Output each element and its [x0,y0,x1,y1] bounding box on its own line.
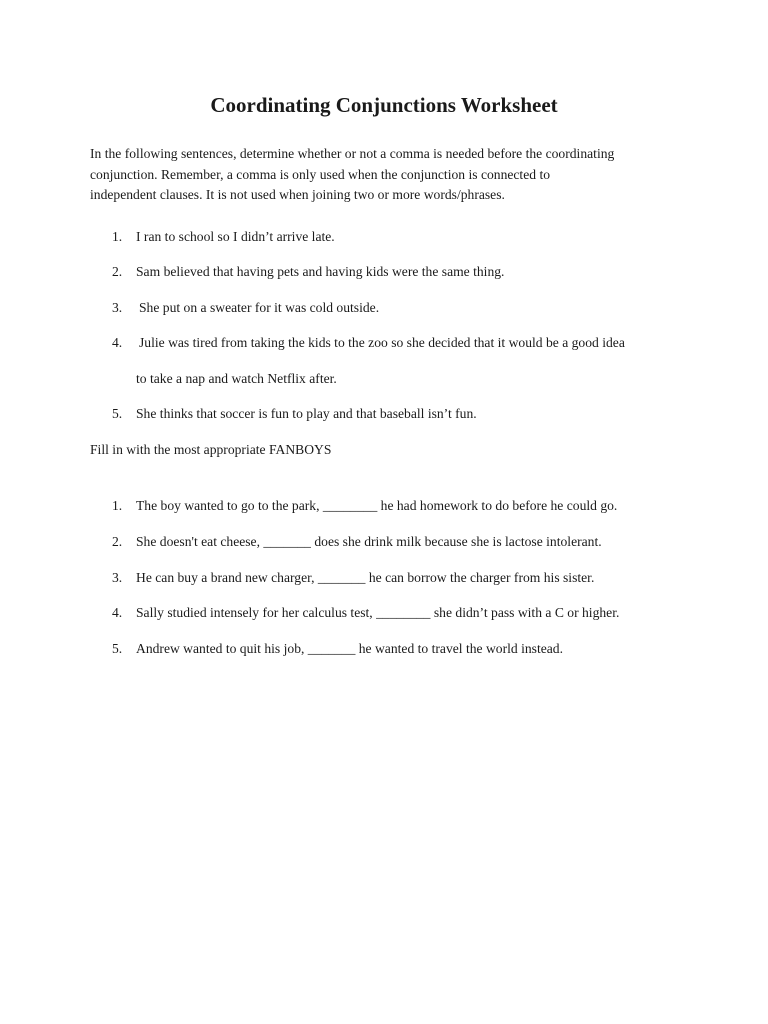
question-text: He can buy a brand new charger, _______ he can borrow the charger from his sister. [136,570,595,585]
question-number: 3. [112,300,123,315]
question-number: 3. [112,570,123,585]
question-number: 2. [112,534,123,549]
question-number: 4. [112,605,123,620]
question-text: Sally studied intensely for her calculus test, ________ she didn’t pass with a C or higher. [136,605,620,620]
instructions-line: independent clauses. It is not used when joining two or more words/phrases. [90,187,505,202]
instructions-line: conjunction. Remember, a comma is only used when the conjunction is connected to [90,166,551,182]
question-number: 5. [112,641,123,656]
question-text: She put on a sweater for it was cold outside. [139,300,380,315]
question-text: Andrew wanted to quit his job, _______ he wanted to travel the world instead. [136,641,563,656]
question-text-continuation: to take a nap and watch Netflix after. [136,371,337,386]
question-text: She thinks that soccer is fun to play and that baseball isn’t fun. [136,406,477,421]
fanboys-heading: Fill in with the most appropriate FANBOYS [90,442,332,457]
question-text: She doesn't eat cheese, _______ does she drink milk because she is lactose intolerant. [136,534,602,549]
question-text: The boy wanted to go to the park, ________ he had homework to do before he could go. [136,498,618,513]
question-number: 4. [112,335,123,350]
instructions-paragraph [90,144,690,206]
question-text: Sam believed that having pets and having kids were the same thing. [136,264,505,279]
question-number: 1. [112,229,123,244]
question-text: I ran to school so I didn’t arrive late. [136,229,335,244]
worksheet-title: Coordinating Conjunctions Worksheet [210,93,558,117]
question-number: 1. [112,498,123,513]
question-text: Julie was tired from taking the kids to the zoo so she decided that it would be a good idea [139,335,625,350]
question-number: 5. [112,406,123,421]
question-number: 2. [112,264,123,279]
instructions-line: In the following sentences, determine whether or not a comma is needed before the coordinating [90,146,615,161]
